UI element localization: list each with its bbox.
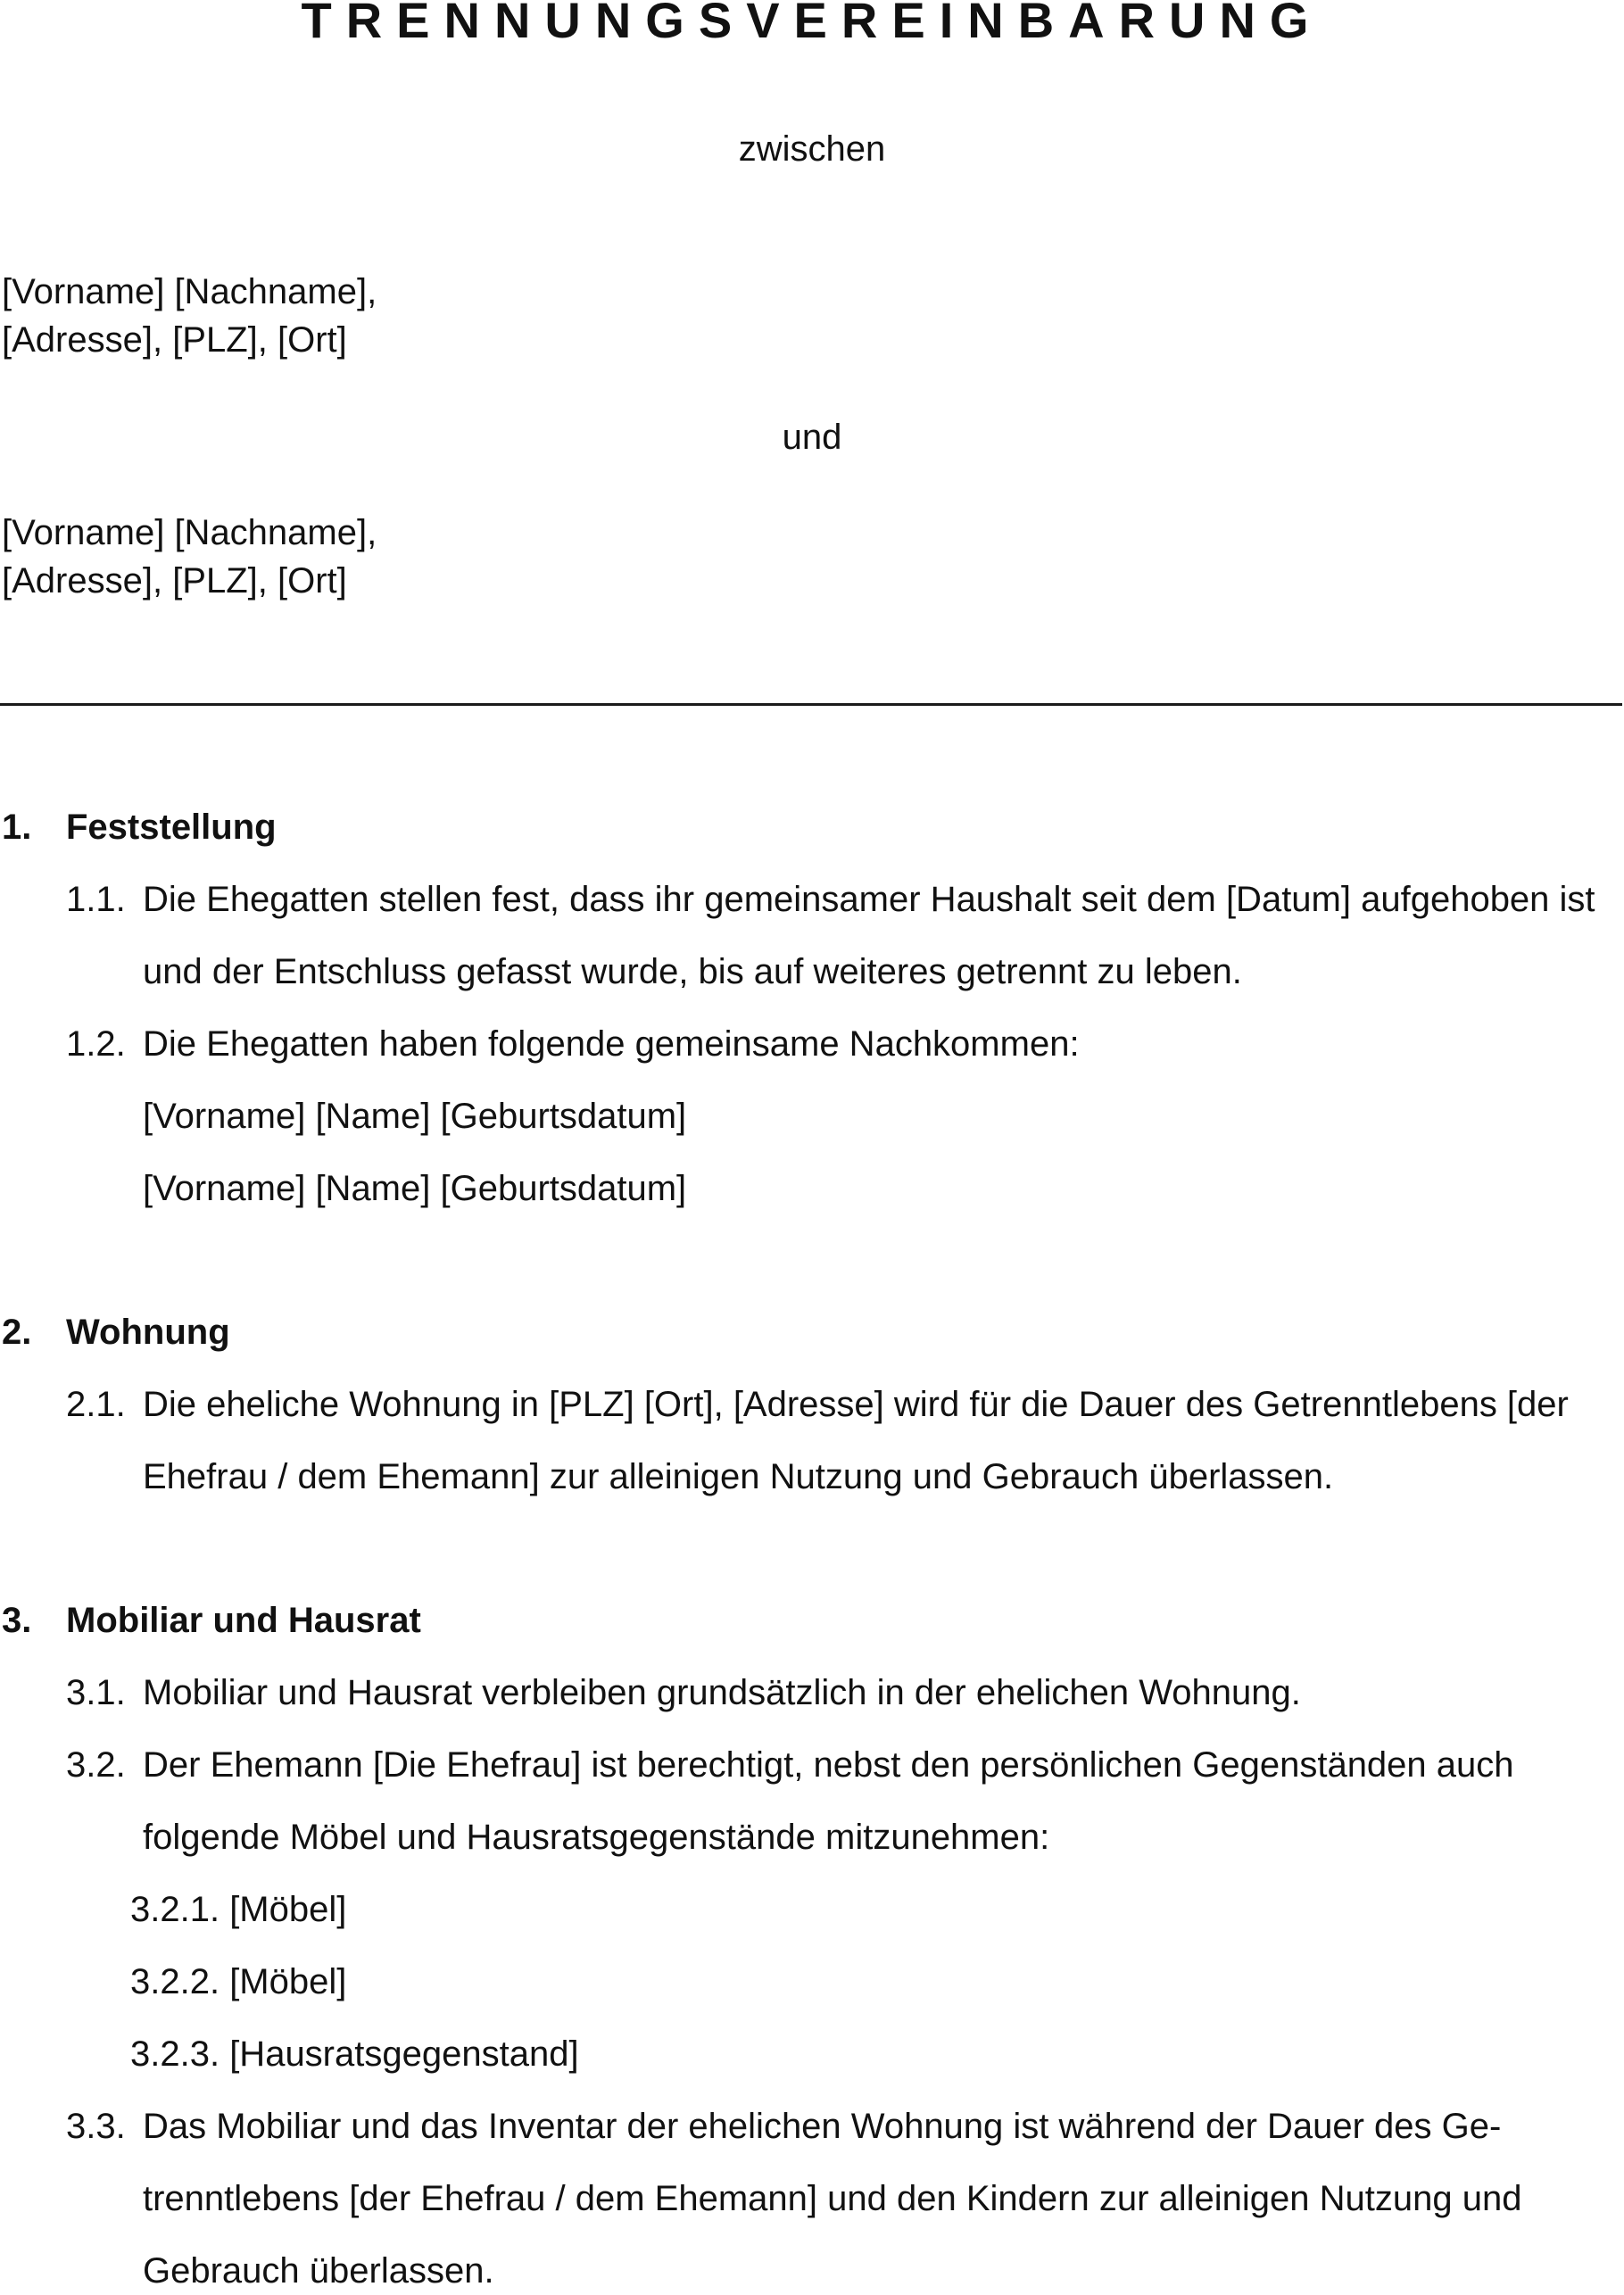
item-1-2-line-1: Die Ehegatten haben folgende gemeinsame Nachkommen:	[143, 1024, 1080, 1064]
item-3-2-line-1: Der Ehemann [Die Ehefrau] ist berechtigt, nebst den persönlichen Gegenständen auch	[143, 1745, 1514, 1785]
item-1-1-line-1: Die Ehegatten stellen fest, dass ihr gemeinsamer Haushalt seit dem [Datum] aufgehoben ist	[143, 880, 1595, 919]
item-2-1-line-1: Die eheliche Wohnung in [PLZ] [Ort], [Adresse] wird für die Dauer des Getrenntlebens [der	[143, 1385, 1569, 1424]
item-2-1-number: 2.1.	[66, 1385, 126, 1424]
item-1-1-line-2: und der Entschluss gefasst wurde, bis auf weiteres getrennt zu leben.	[143, 952, 1242, 991]
item-1-1-number: 1.1.	[66, 880, 126, 919]
and-label: und	[782, 418, 842, 457]
item-3-1-number: 3.1.	[66, 1673, 126, 1712]
party2-address: [Adresse], [PLZ], [Ort]	[2, 561, 347, 601]
item-2-1-line-2: Ehefrau / dem Ehemann] zur alleinigen Nutzung und Gebrauch überlassen.	[143, 1457, 1334, 1496]
child-2: [Vorname] [Name] [Geburtsdatum]	[143, 1169, 687, 1208]
item-3-1-line-1: Mobiliar und Hausrat verbleiben grundsätzlich in der ehelichen Wohnung.	[143, 1673, 1301, 1712]
item-3-3-line-2: trenntlebens [der Ehefrau / dem Ehemann] und den Kindern zur alleinigen Nutzung und	[143, 2179, 1522, 2218]
section-3-number: 3.	[2, 1601, 32, 1640]
section-2-number: 2.	[2, 1313, 32, 1352]
item-3-2-1: 3.2.1. [Möbel]	[130, 1890, 347, 1929]
section-3-title: Mobiliar und Hausrat	[66, 1601, 421, 1640]
party2-name: [Vorname] [Nachname],	[2, 513, 377, 552]
section-1-title: Feststellung	[66, 808, 277, 847]
section-2-title: Wohnung	[66, 1313, 230, 1352]
between-label: zwischen	[738, 129, 886, 169]
item-1-2-number: 1.2.	[66, 1024, 126, 1064]
item-3-2-line-2: folgende Möbel und Hausratsgegenstände mitzunehmen:	[143, 1818, 1050, 1857]
document-title: TRENNUNGSVEREINBARUNG	[301, 0, 1323, 48]
item-3-3-line-1: Das Mobiliar und das Inventar der ehelichen Wohnung ist während der Dauer des Ge-	[143, 2107, 1502, 2146]
item-3-2-3: 3.2.3. [Hausratsgegenstand]	[130, 2034, 579, 2074]
child-1: [Vorname] [Name] [Geburtsdatum]	[143, 1097, 687, 1136]
item-3-3-line-3: Gebrauch überlassen.	[143, 2251, 494, 2291]
item-3-3-number: 3.3.	[66, 2107, 126, 2146]
party1-address: [Adresse], [PLZ], [Ort]	[2, 320, 347, 360]
party1-name: [Vorname] [Nachname],	[2, 272, 377, 311]
section-1-number: 1.	[2, 808, 32, 847]
item-3-2-2: 3.2.2. [Möbel]	[130, 1962, 347, 2001]
item-3-2-number: 3.2.	[66, 1745, 126, 1785]
horizontal-divider	[0, 703, 1622, 706]
